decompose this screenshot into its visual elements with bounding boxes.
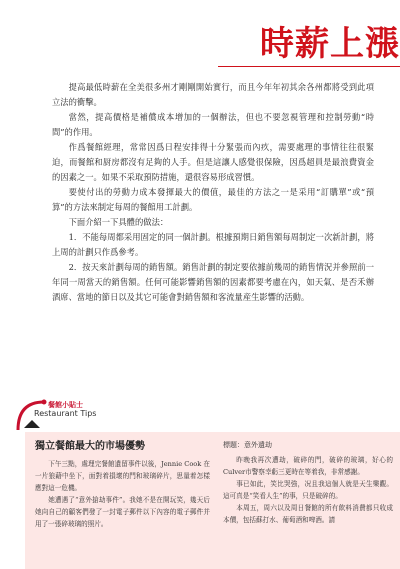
tips-label-en: Restaurant Tips: [34, 409, 97, 418]
body-paragraph: 下面介紹一下具體的做法：: [68, 217, 169, 227]
article-title: 時薪上漲: [260, 24, 400, 64]
body-paragraph: 1．不能每周都采用固定的同一個計劃。根據預期日銷售額每周制定一次新計劃，將上周的計劃只作爲參考。: [52, 232, 374, 257]
body-paragraph: 要使付出的勞動力成本發揮最大的價值，最佳的方法之一是采用“訂購單”或“預算”的方法來制定每周的餐館用工計劃。: [52, 187, 374, 212]
tips-paragraph: 昨晚我再次遭劫，破碎的門，破碎的玻璃，好心的Culver市警察幸虧三更時在等着我，非常感謝。: [223, 456, 393, 476]
tips-paragraph: 本周五，周六以及周日餐館的所有飲料消費都只收成本價，包括蘇打水、葡萄酒和啤酒。請: [223, 504, 393, 524]
tips-heading: 獨立餐館最大的市場優勢: [35, 441, 145, 452]
tips-left-column: [35, 440, 210, 530]
restaurant-tips-box: [25, 432, 400, 569]
tips-subheading: 標題：意外遺劫: [223, 441, 272, 449]
article-body: [52, 80, 374, 305]
body-paragraph: 作爲餐館經理，常常因爲日程安排得十分緊張而內疚，需要處理的事情往往很緊迫，而餐館和厨房都沒有足夠的人手。但是這讓人感覺很保險，因爲超員是最浪費資金的因素之一。如果不采取預防措施，還很容易形成習慣。: [52, 142, 374, 182]
body-paragraph: 提高最低時薪在全美很多州才剛剛開始實行，而且今年年初其余各州都將受到此項立法的衝擊。: [52, 82, 374, 107]
tips-label-zh: 餐館小貼士: [48, 401, 83, 409]
tips-paragraph: 下午三點，處理完餐館遺留事件以後，Jennie Cook 在一片狼藉中坐下，面對着損壞的門和玻璃碎片，思量着怎樣應對這一危機。: [35, 460, 210, 492]
restaurant-tips-header: [14, 398, 104, 432]
body-paragraph: 2．按天來計劃每周的銷售額。銷售計劃的制定要依據前幾周的銷售情況并參照前一年同一周當天的銷售額。任何可能影響銷售額的因素都要考慮在內，如天氣、是否禾辦酒席、當地的節日以及其它可能會對銷售額和客流量産生影響的活動。: [52, 262, 374, 302]
body-paragraph: 當然，提高價格是補償成本增加的一個辦法，但也不要忽視管理和控制勞動“時間”的作用。: [52, 112, 374, 137]
tips-paragraph: 她遭遇了“意外搶劫事件”。我她不是在開玩笑，幾天后她向自己的顧客們發了一封電子郵件以下內容的電子郵件并用了一張碎玻璃的照片。: [35, 496, 210, 528]
tips-right-column: [223, 440, 393, 526]
tips-paragraph: 事已如此，笑比哭強，况且我這個人就是天生樂觀。這可真是“笑看人生”的事，只是破碎的。: [223, 480, 393, 500]
title-rule: [218, 66, 400, 67]
